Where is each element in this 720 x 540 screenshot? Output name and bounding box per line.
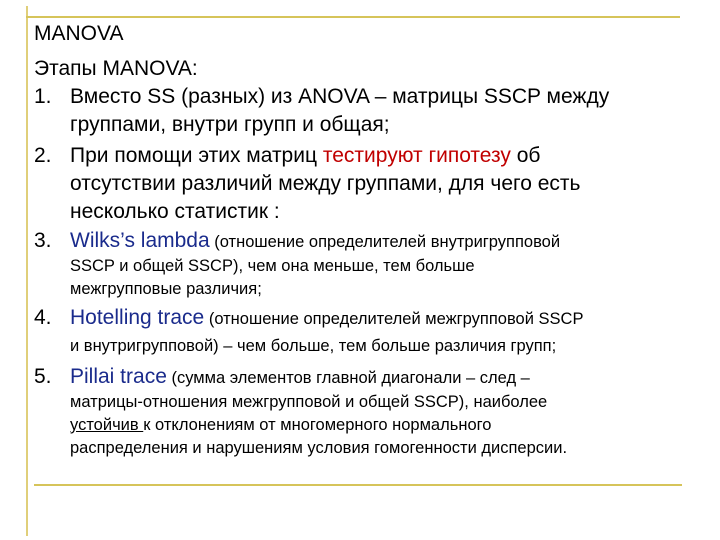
list-item-3 — [34, 227, 702, 301]
item-text: (отношение определителей внутригрупповой — [209, 233, 561, 251]
item-text-line: распределения и нарушениям условия гомогенности дисперсии. — [70, 439, 568, 457]
list-item-4 — [34, 304, 702, 358]
item-number: 5. — [34, 365, 52, 388]
item-text: об — [510, 144, 541, 167]
list-item-2 — [34, 142, 702, 226]
item-text-line: несколько статистик : — [70, 200, 280, 223]
item-number: 2. — [34, 144, 52, 167]
item-text-line — [34, 142, 702, 170]
slide-title: MANOVA — [34, 22, 124, 45]
item-text: к отклонениям от многомерного нормального — [143, 416, 492, 434]
item-text-line: SSCP и общей SSCP), чем она меньше, тем больше — [70, 257, 475, 275]
item-number: 4. — [34, 306, 52, 329]
underlined-text: устойчив — [70, 416, 144, 434]
statistic-name: Pillai trace — [70, 365, 167, 388]
item-text-line: и внутригрупповой) – чем больше, тем больше различия групп; — [70, 337, 557, 355]
bottom-border-line — [34, 484, 682, 486]
statistic-name: Wilks’s lambda — [70, 229, 210, 252]
item-text: (сумма элементов главной диагонали – след – — [166, 369, 530, 387]
item-text-line: отсутствии различий между группами, для чего есть — [70, 172, 581, 195]
slide-subtitle: Этапы MANOVA: — [34, 57, 198, 80]
list-item-5 — [34, 363, 702, 460]
highlighted-text: тестируют гипотезу — [322, 144, 511, 167]
item-text-line: Вместо SS (разных) из ANOVA – матрицы SSCP между — [70, 85, 610, 108]
item-text-line: группами, внутри групп и общая; — [70, 113, 390, 136]
item-text-line — [34, 227, 702, 255]
item-text-line — [34, 304, 702, 332]
list-item-1 — [34, 83, 702, 139]
top-border-line — [26, 16, 680, 18]
item-text-line: межгрупповые различия; — [70, 280, 262, 298]
statistic-name: Hotelling trace — [70, 306, 205, 329]
item-text: При помощи этих матриц — [70, 144, 323, 167]
left-border-line — [26, 6, 28, 536]
item-number: 1. — [34, 85, 52, 108]
item-text: (отношение определителей межгрупповой SSCP — [204, 310, 584, 328]
item-text-line: матрицы-отношения межгрупповой и общей SSCP), наиболее — [70, 393, 548, 411]
item-text-line — [34, 363, 702, 391]
item-number: 3. — [34, 229, 52, 252]
item-text-line — [34, 414, 702, 437]
